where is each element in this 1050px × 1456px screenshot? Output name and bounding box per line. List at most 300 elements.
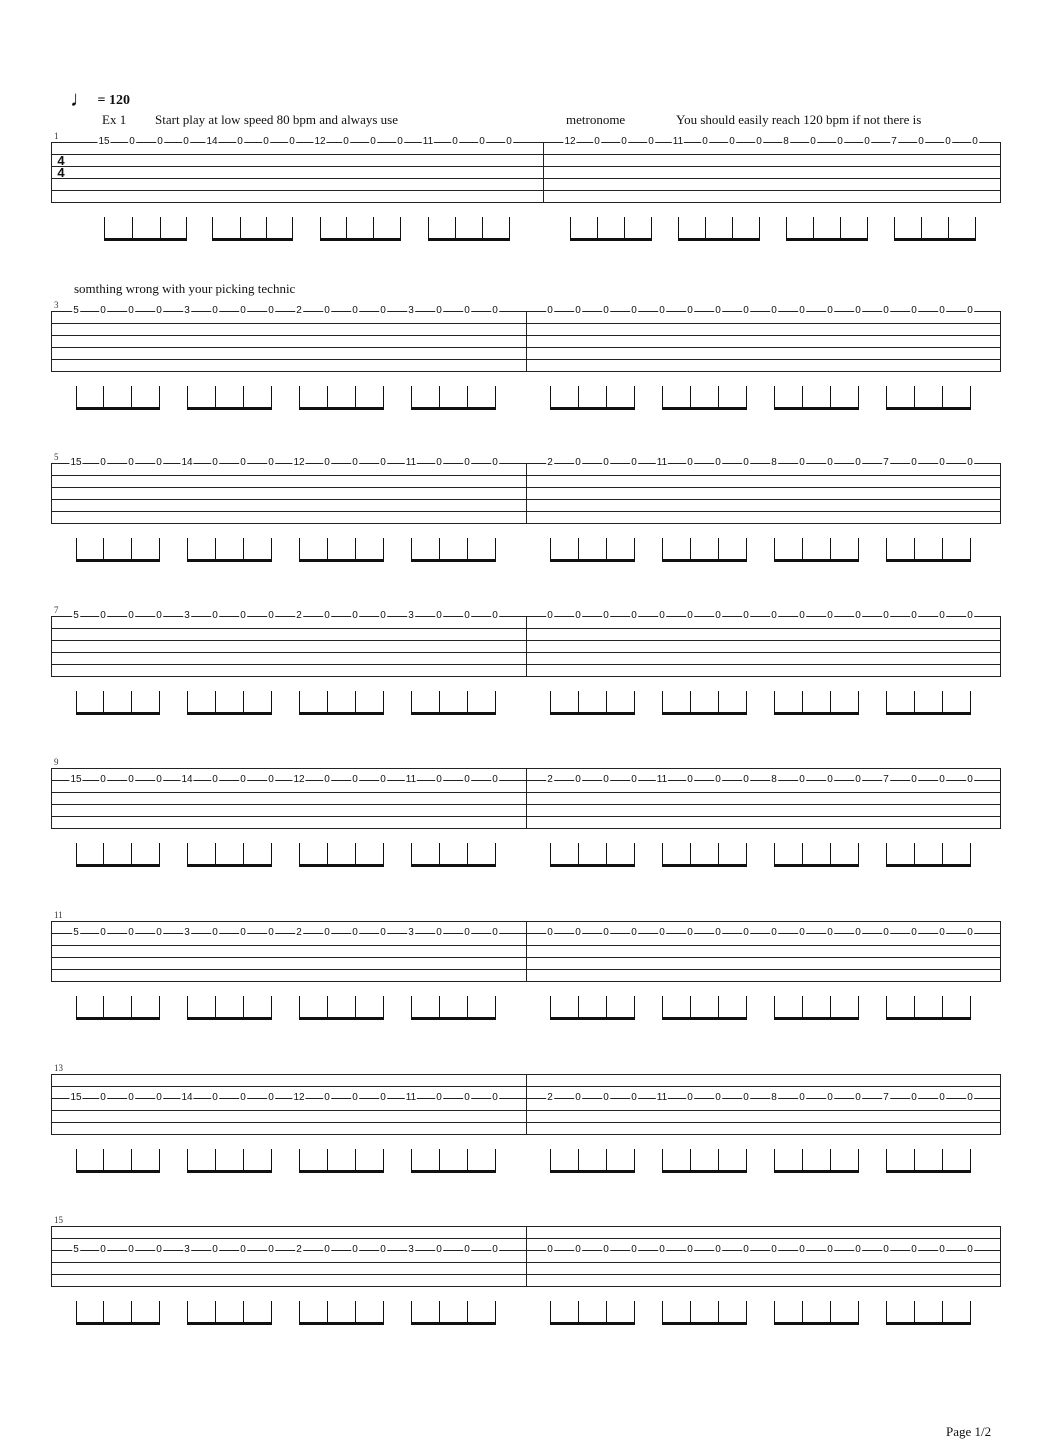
fret-number: 0 xyxy=(911,1244,917,1255)
fret-number: 0 xyxy=(743,927,749,938)
barline xyxy=(1000,311,1001,371)
fret-number: 14 xyxy=(181,1092,193,1103)
fret-number: 0 xyxy=(183,136,189,147)
rhythm-beam-group xyxy=(550,843,635,867)
staff-line xyxy=(51,676,1001,677)
staff-line xyxy=(51,1286,1001,1287)
fret-number: 0 xyxy=(212,610,218,621)
fret-number: 0 xyxy=(240,1092,246,1103)
fret-number: 0 xyxy=(967,1092,973,1103)
tempo-marking xyxy=(70,86,130,112)
note-beam xyxy=(187,864,272,867)
fret-number: 0 xyxy=(799,1092,805,1103)
rhythm-beam-group xyxy=(886,843,971,867)
fret-number: 0 xyxy=(855,610,861,621)
tab-system xyxy=(0,1215,1050,1346)
staff-line xyxy=(51,828,1001,829)
note-beam xyxy=(662,1322,747,1325)
fret-number: 0 xyxy=(268,610,274,621)
instruction-text-4: somthing wrong with your picking technic xyxy=(74,281,296,296)
rhythm-beam-group xyxy=(662,1301,747,1325)
note-beam xyxy=(320,238,401,241)
fret-number: 3 xyxy=(184,610,190,621)
tab-system xyxy=(0,605,1050,736)
fret-number: 2 xyxy=(547,774,553,785)
quarter-note-icon: ♩ xyxy=(70,86,92,111)
barline xyxy=(51,921,52,981)
fret-number: 0 xyxy=(436,457,442,468)
fret-number: 3 xyxy=(408,1244,414,1255)
tab-system xyxy=(0,300,1050,431)
fret-number: 0 xyxy=(621,136,627,147)
fret-number: 2 xyxy=(296,1244,302,1255)
fret-number: 0 xyxy=(324,305,330,316)
rhythm-beam-group xyxy=(187,538,272,562)
fret-number: 3 xyxy=(184,927,190,938)
fret-number: 0 xyxy=(659,610,665,621)
rhythm-beam-group xyxy=(76,996,160,1020)
fret-number: 7 xyxy=(891,136,897,147)
fret-number: 0 xyxy=(883,1244,889,1255)
rhythm-beam-group xyxy=(187,996,272,1020)
fret-number: 2 xyxy=(547,1092,553,1103)
fret-number: 0 xyxy=(380,457,386,468)
tab-system xyxy=(0,131,1050,262)
fret-number: 0 xyxy=(100,927,106,938)
note-beam xyxy=(774,1170,859,1173)
fret-number: 0 xyxy=(492,1244,498,1255)
note-beam xyxy=(411,1017,496,1020)
rhythm-beam-group xyxy=(886,386,971,410)
fret-number: 0 xyxy=(855,457,861,468)
barline xyxy=(1000,142,1001,202)
note-beam xyxy=(570,238,652,241)
fret-number: 0 xyxy=(687,305,693,316)
fret-number: 0 xyxy=(603,305,609,316)
rhythm-beam-group xyxy=(299,1301,384,1325)
rhythm-beam-group xyxy=(411,538,496,562)
fret-number: 0 xyxy=(100,305,106,316)
note-beam xyxy=(187,1322,272,1325)
fret-number: 3 xyxy=(184,305,190,316)
fret-number: 0 xyxy=(631,1092,637,1103)
rhythm-beam-group xyxy=(570,217,652,241)
rhythm-beam-group xyxy=(774,691,859,715)
fret-number: 12 xyxy=(293,457,305,468)
fret-number: 0 xyxy=(129,136,135,147)
staff-line xyxy=(51,371,1001,372)
fret-number: 7 xyxy=(883,1092,889,1103)
rhythm-beam-group xyxy=(886,1149,971,1173)
fret-number: 0 xyxy=(799,1244,805,1255)
note-beam xyxy=(299,1322,384,1325)
rhythm-beam-group xyxy=(662,843,747,867)
note-beam xyxy=(550,1322,635,1325)
fret-number: 0 xyxy=(687,774,693,785)
fret-number: 0 xyxy=(575,774,581,785)
note-beam xyxy=(411,407,496,410)
fret-number: 0 xyxy=(575,1092,581,1103)
rhythm-beam-group xyxy=(662,996,747,1020)
fret-number: 0 xyxy=(827,610,833,621)
fret-number: 0 xyxy=(240,610,246,621)
rhythm-beam-group xyxy=(76,1149,160,1173)
fret-number: 0 xyxy=(715,457,721,468)
barline xyxy=(526,1074,527,1134)
fret-number: 0 xyxy=(100,457,106,468)
fret-number: 0 xyxy=(594,136,600,147)
rhythm-beam-group xyxy=(550,996,635,1020)
rhythm-beam-group xyxy=(774,1301,859,1325)
measure-number: 1 xyxy=(54,131,59,141)
rhythm-beam-group xyxy=(662,1149,747,1173)
note-beam xyxy=(886,712,971,715)
fret-number: 14 xyxy=(181,774,193,785)
fret-number: 0 xyxy=(212,774,218,785)
fret-number: 0 xyxy=(939,610,945,621)
barline xyxy=(1000,1226,1001,1286)
fret-number: 0 xyxy=(911,927,917,938)
staff-line xyxy=(51,166,1001,167)
barline xyxy=(51,768,52,828)
note-beam xyxy=(411,712,496,715)
fret-number: 0 xyxy=(771,927,777,938)
fret-number: 0 xyxy=(799,305,805,316)
fret-number: 0 xyxy=(631,305,637,316)
fret-number: 0 xyxy=(631,774,637,785)
fret-number: 0 xyxy=(547,927,553,938)
rhythm-beam-group xyxy=(550,1301,635,1325)
fret-number: 0 xyxy=(128,457,134,468)
fret-number: 0 xyxy=(939,774,945,785)
fret-number: 0 xyxy=(799,610,805,621)
fret-number: 0 xyxy=(380,610,386,621)
fret-number: 11 xyxy=(656,1092,668,1103)
fret-number: 0 xyxy=(603,774,609,785)
fret-number: 0 xyxy=(352,1244,358,1255)
fret-number: 0 xyxy=(156,305,162,316)
fret-number: 0 xyxy=(464,610,470,621)
fret-number: 0 xyxy=(100,610,106,621)
page-number: Page 1/2 xyxy=(946,1424,992,1439)
fret-number: 14 xyxy=(206,136,218,147)
note-beam xyxy=(411,1170,496,1173)
note-beam xyxy=(212,238,293,241)
fret-number: 0 xyxy=(492,1092,498,1103)
fret-number: 0 xyxy=(212,1092,218,1103)
fret-number: 0 xyxy=(911,305,917,316)
fret-number: 0 xyxy=(799,774,805,785)
note-beam xyxy=(662,712,747,715)
fret-number: 0 xyxy=(380,1092,386,1103)
fret-number: 0 xyxy=(972,136,978,147)
rhythm-beam-group xyxy=(774,996,859,1020)
note-beam xyxy=(774,1017,859,1020)
fret-number: 0 xyxy=(100,774,106,785)
fret-number: 0 xyxy=(436,1092,442,1103)
fret-number: 0 xyxy=(343,136,349,147)
rhythm-beam-group xyxy=(774,1149,859,1173)
fret-number: 0 xyxy=(715,1244,721,1255)
fret-number: 0 xyxy=(324,610,330,621)
fret-number: 0 xyxy=(380,927,386,938)
staff-line xyxy=(51,202,1001,203)
rhythm-beam-group xyxy=(886,691,971,715)
fret-number: 0 xyxy=(547,1244,553,1255)
rhythm-beam-group xyxy=(104,217,187,241)
note-beam xyxy=(411,1322,496,1325)
rhythm-beam-group xyxy=(299,843,384,867)
rhythm-beam-group xyxy=(76,386,160,410)
fret-number: 0 xyxy=(702,136,708,147)
rhythm-beam-group xyxy=(299,538,384,562)
rhythm-beam-group xyxy=(774,386,859,410)
fret-number: 0 xyxy=(603,927,609,938)
barline xyxy=(51,142,52,202)
fret-number: 0 xyxy=(837,136,843,147)
rhythm-beam-group xyxy=(299,691,384,715)
fret-number: 0 xyxy=(352,305,358,316)
note-beam xyxy=(104,238,187,241)
fret-number: 0 xyxy=(492,927,498,938)
fret-number: 0 xyxy=(156,927,162,938)
fret-number: 0 xyxy=(452,136,458,147)
time-signature-bottom: 4 xyxy=(57,165,65,180)
rhythm-beam-group xyxy=(886,538,971,562)
rhythm-beam-group xyxy=(428,217,510,241)
fret-number: 0 xyxy=(603,1244,609,1255)
fret-number: 8 xyxy=(771,457,777,468)
fret-number: 0 xyxy=(659,1244,665,1255)
barline xyxy=(526,311,527,371)
fret-number: 0 xyxy=(911,1092,917,1103)
staff-line xyxy=(51,142,1001,143)
fret-number: 0 xyxy=(156,610,162,621)
fret-number: 0 xyxy=(827,774,833,785)
fret-number: 0 xyxy=(967,305,973,316)
fret-number: 0 xyxy=(352,610,358,621)
note-beam xyxy=(187,712,272,715)
fret-number: 0 xyxy=(827,305,833,316)
fret-number: 0 xyxy=(324,457,330,468)
fret-number: 12 xyxy=(564,136,576,147)
fret-number: 0 xyxy=(631,927,637,938)
note-beam xyxy=(299,864,384,867)
fret-number: 5 xyxy=(73,305,79,316)
staff-line xyxy=(51,1134,1001,1135)
staff-line xyxy=(51,981,1001,982)
fret-number: 0 xyxy=(289,136,295,147)
fret-number: 0 xyxy=(352,774,358,785)
fret-number: 0 xyxy=(918,136,924,147)
note-beam xyxy=(886,1017,971,1020)
rhythm-beam-group xyxy=(774,538,859,562)
fret-number: 0 xyxy=(729,136,735,147)
fret-number: 0 xyxy=(240,774,246,785)
barline xyxy=(51,616,52,676)
fret-number: 3 xyxy=(184,1244,190,1255)
staff-line xyxy=(51,154,1001,155)
fret-number: 0 xyxy=(268,1092,274,1103)
fret-number: 0 xyxy=(939,305,945,316)
fret-number: 0 xyxy=(743,610,749,621)
fret-number: 2 xyxy=(547,457,553,468)
note-beam xyxy=(550,864,635,867)
fret-number: 11 xyxy=(656,457,668,468)
note-beam xyxy=(299,1017,384,1020)
fret-number: 0 xyxy=(492,457,498,468)
fret-number: 0 xyxy=(575,610,581,621)
fret-number: 0 xyxy=(827,1244,833,1255)
note-beam xyxy=(886,1322,971,1325)
rhythm-beam-group xyxy=(76,843,160,867)
note-beam xyxy=(678,238,760,241)
fret-number: 0 xyxy=(603,610,609,621)
note-beam xyxy=(76,1017,160,1020)
barline xyxy=(51,1074,52,1134)
fret-number: 0 xyxy=(156,1244,162,1255)
fret-number: 0 xyxy=(268,457,274,468)
fret-number: 8 xyxy=(771,1092,777,1103)
fret-number: 0 xyxy=(743,774,749,785)
fret-number: 0 xyxy=(268,927,274,938)
note-beam xyxy=(187,1170,272,1173)
fret-number: 15 xyxy=(98,136,110,147)
fret-number: 0 xyxy=(380,774,386,785)
note-beam xyxy=(187,1017,272,1020)
fret-number: 0 xyxy=(156,1092,162,1103)
rhythm-beam-group xyxy=(662,538,747,562)
fret-number: 0 xyxy=(212,927,218,938)
fret-number: 14 xyxy=(181,457,193,468)
rhythm-beam-group xyxy=(320,217,401,241)
note-beam xyxy=(550,1170,635,1173)
rhythm-beam-group xyxy=(411,996,496,1020)
rhythm-beam-group xyxy=(187,843,272,867)
fret-number: 3 xyxy=(408,610,414,621)
fret-number: 0 xyxy=(939,927,945,938)
fret-number: 0 xyxy=(212,305,218,316)
fret-number: 0 xyxy=(648,136,654,147)
staff-line xyxy=(51,523,1001,524)
exercise-label: Ex 1 xyxy=(102,112,127,127)
fret-number: 0 xyxy=(799,927,805,938)
fret-number: 0 xyxy=(799,457,805,468)
fret-number: 0 xyxy=(715,305,721,316)
fret-number: 0 xyxy=(268,305,274,316)
note-beam xyxy=(76,1322,160,1325)
fret-number: 0 xyxy=(352,927,358,938)
note-beam xyxy=(550,712,635,715)
tab-system xyxy=(0,910,1050,1041)
note-beam xyxy=(662,864,747,867)
note-beam xyxy=(886,1170,971,1173)
fret-number: 0 xyxy=(237,136,243,147)
rhythm-beam-group xyxy=(187,1149,272,1173)
note-beam xyxy=(299,407,384,410)
fret-number: 0 xyxy=(352,457,358,468)
rhythm-beam-group xyxy=(411,1301,496,1325)
tab-system xyxy=(0,452,1050,583)
fret-number: 0 xyxy=(967,774,973,785)
barline xyxy=(51,1226,52,1286)
fret-number: 0 xyxy=(827,1092,833,1103)
fret-number: 15 xyxy=(70,774,82,785)
fret-number: 15 xyxy=(70,1092,82,1103)
fret-number: 0 xyxy=(100,1244,106,1255)
fret-number: 0 xyxy=(945,136,951,147)
fret-number: 0 xyxy=(128,774,134,785)
fret-number: 0 xyxy=(479,136,485,147)
fret-number: 0 xyxy=(547,305,553,316)
fret-number: 0 xyxy=(883,610,889,621)
note-beam xyxy=(774,864,859,867)
fret-number: 0 xyxy=(743,305,749,316)
note-beam xyxy=(428,238,510,241)
fret-number: 0 xyxy=(240,305,246,316)
fret-number: 0 xyxy=(810,136,816,147)
staff-line xyxy=(51,178,1001,179)
barline xyxy=(526,1226,527,1286)
fret-number: 0 xyxy=(268,774,274,785)
fret-number: 0 xyxy=(687,1244,693,1255)
fret-number: 2 xyxy=(296,927,302,938)
measure-number: 3 xyxy=(54,300,59,310)
fret-number: 0 xyxy=(743,457,749,468)
rhythm-beam-group xyxy=(76,538,160,562)
time-signature-top: 4 xyxy=(57,153,65,168)
fret-number: 0 xyxy=(212,1244,218,1255)
note-beam xyxy=(411,559,496,562)
fret-number: 0 xyxy=(436,305,442,316)
rhythm-beam-group xyxy=(299,996,384,1020)
fret-number: 3 xyxy=(408,305,414,316)
rhythm-beam-group xyxy=(550,386,635,410)
fret-number: 0 xyxy=(939,457,945,468)
fret-number: 0 xyxy=(855,927,861,938)
fret-number: 0 xyxy=(827,927,833,938)
fret-number: 0 xyxy=(128,927,134,938)
fret-number: 0 xyxy=(631,610,637,621)
barline xyxy=(1000,768,1001,828)
fret-number: 0 xyxy=(715,1092,721,1103)
fret-number: 0 xyxy=(659,927,665,938)
fret-number: 0 xyxy=(128,305,134,316)
fret-number: 0 xyxy=(883,927,889,938)
fret-number: 0 xyxy=(240,1244,246,1255)
fret-number: 0 xyxy=(547,610,553,621)
rhythm-beam-group xyxy=(550,691,635,715)
fret-number: 0 xyxy=(464,1244,470,1255)
fret-number: 12 xyxy=(293,774,305,785)
barline xyxy=(526,463,527,523)
rhythm-beam-group xyxy=(786,217,868,241)
rhythm-beam-group xyxy=(886,1301,971,1325)
staff-line xyxy=(51,190,1001,191)
fret-number: 0 xyxy=(324,927,330,938)
fret-number: 0 xyxy=(380,305,386,316)
note-beam xyxy=(786,238,868,241)
note-beam xyxy=(662,1170,747,1173)
rhythm-beam-group xyxy=(678,217,760,241)
fret-number: 15 xyxy=(70,457,82,468)
rhythm-beam-group xyxy=(299,386,384,410)
fret-number: 0 xyxy=(631,457,637,468)
fret-number: 0 xyxy=(436,1244,442,1255)
note-beam xyxy=(886,559,971,562)
fret-number: 0 xyxy=(157,136,163,147)
measure-number: 15 xyxy=(54,1215,63,1225)
